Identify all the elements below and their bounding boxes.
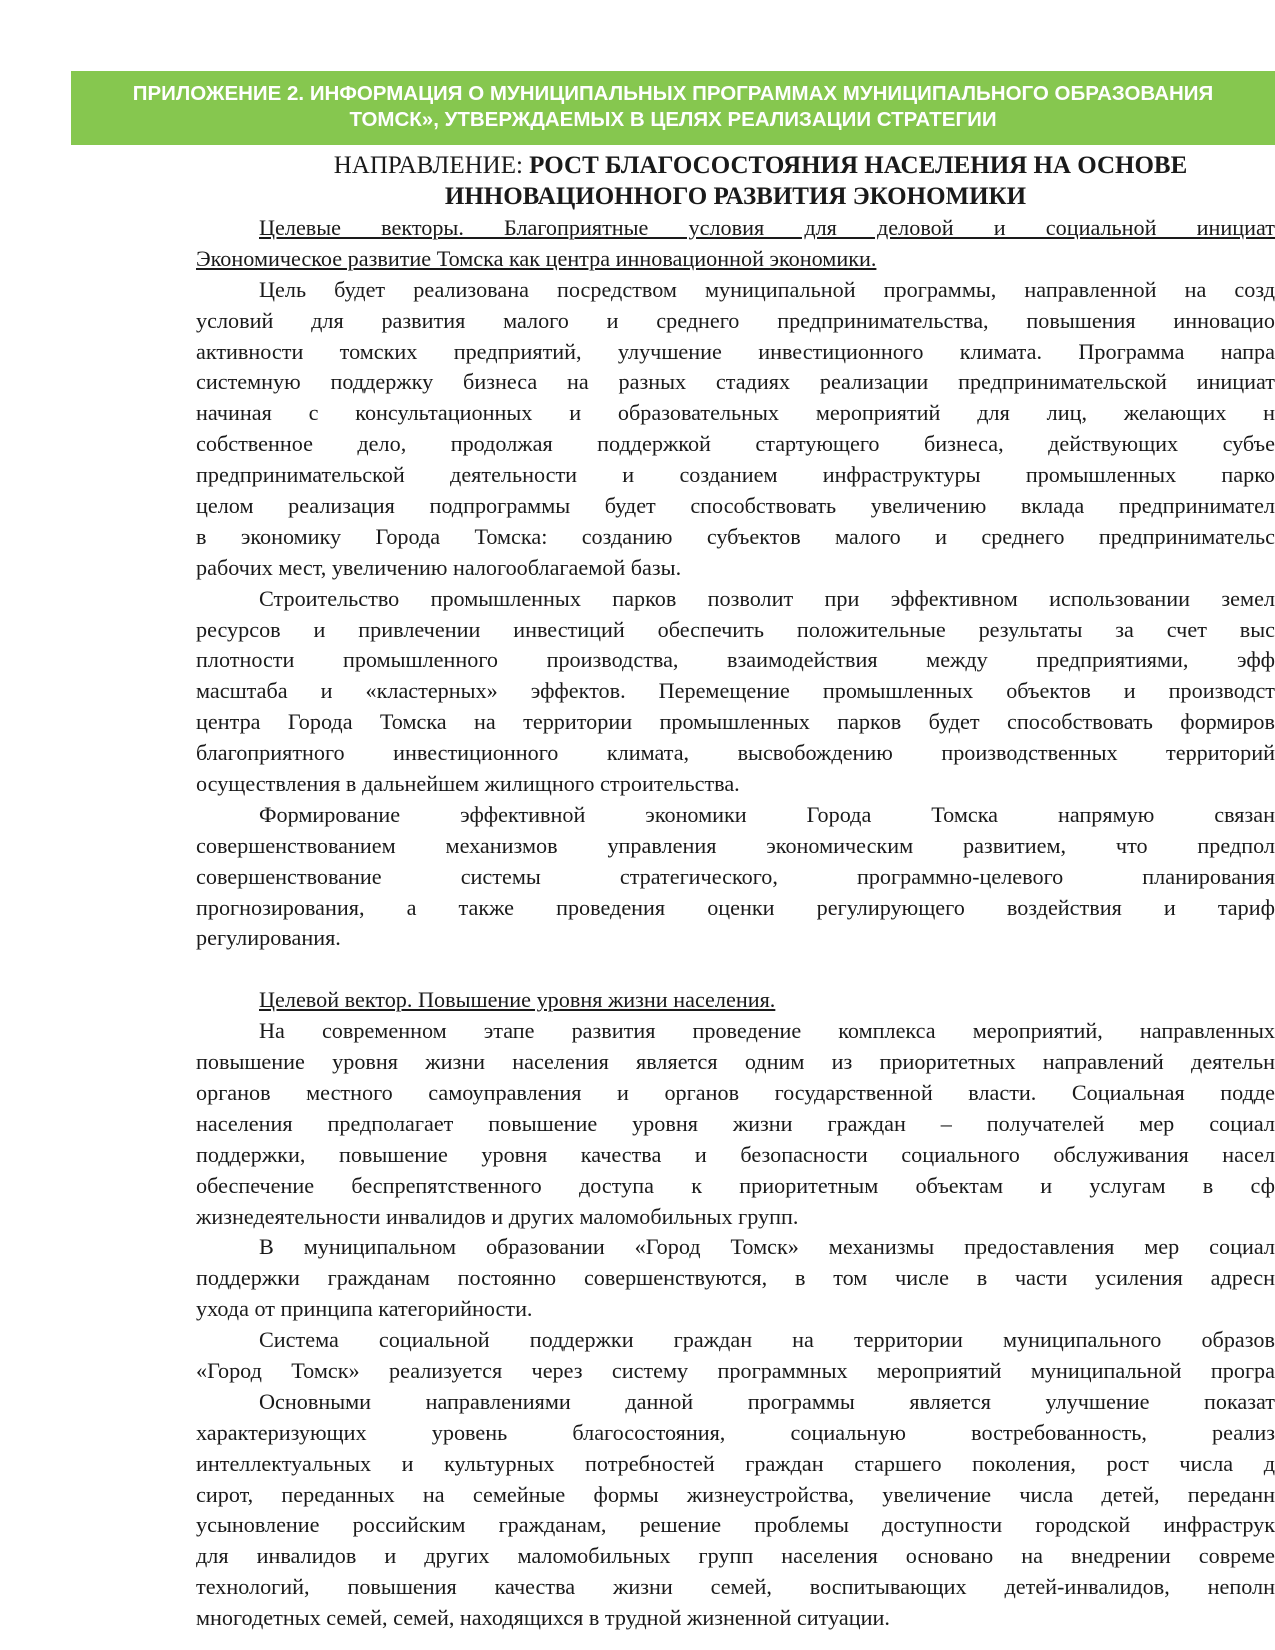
paragraph-line: Система социальной поддержки граждан на территории муниципального образов <box>259 1327 1275 1353</box>
paragraph-line: совершенствование системы стратегического, программно-целевого планирования <box>196 863 1275 889</box>
paragraph-line: интеллектуальных и культурных потребностей граждан старшего поколения, рост числа д <box>196 1450 1275 1476</box>
paragraph-line: органов местного самоуправления и органов государственной власти. Социальная подде <box>196 1079 1275 1105</box>
paragraph-line: предпринимательской деятельности и созданием инфраструктуры промышленных парко <box>196 462 1275 488</box>
paragraph-line: осуществления в дальнейшем жилищного строительства. <box>196 771 740 797</box>
paragraph-line: усыновление российским гражданам, решение проблемы доступности городской инфраструк <box>196 1512 1275 1538</box>
direction-title-part-1: РОСТ БЛАГОСОСТОЯНИЯ НАСЕЛЕНИЯ НА ОСНОВЕ <box>529 152 1188 179</box>
paragraph-line: центра Города Томска на территории промышленных парков будет способствовать формиров <box>196 709 1275 735</box>
banner-line-2: ТОМСК», УТВЕРЖДАЕМЫХ В ЦЕЛЯХ РЕАЛИЗАЦИИ СТРАТЕГИИ <box>349 108 997 131</box>
paragraph-line: технологий, повышения качества жизни семей, воспитывающих детей-инвалидов, неполн <box>196 1574 1275 1600</box>
paragraph-line: ресурсов и привлечении инвестиций обеспечить положительные результаты за счет выс <box>196 616 1275 642</box>
banner-line-1: ПРИЛОЖЕНИЕ 2. ИНФОРМАЦИЯ О МУНИЦИПАЛЬНЫХ ПРОГРАММАХ МУНИЦИПАЛЬНОГО ОБРАЗОВАНИЯ <box>132 82 1214 105</box>
paragraph-line: поддержки, повышение уровня качества и безопасности социального обслуживания насел <box>196 1141 1275 1167</box>
paragraph-line: характеризующих уровень благосостояния, социальную востребованность, реализ <box>196 1419 1275 1445</box>
paragraph-line: многодетных семей, семей, находящихся в трудной жизненной ситуации. <box>196 1605 890 1631</box>
paragraph-line: жизнедеятельности инвалидов и других маломобильных групп. <box>196 1203 799 1229</box>
paragraph-line: На современном этапе развития проведение комплекса мероприятий, направленных <box>259 1018 1275 1044</box>
direction-line-1 <box>196 150 1275 181</box>
paragraph-line: масштаба и «кластерных» эффектов. Перемещение промышленных объектов и производст <box>196 678 1275 704</box>
paragraph-line: обеспечение беспрепятственного доступа к приоритетным объектам и услугам в сф <box>196 1172 1275 1198</box>
paragraph-line: поддержки гражданам постоянно совершенствуются, в том числе в части усиления адресн <box>196 1265 1275 1291</box>
target-vector-1-text: Целевые векторы. Благоприятные условия для деловой и социальной инициат <box>259 215 1275 240</box>
paragraph-line: собственное дело, продолжая поддержкой стартующего бизнеса, действующих субъе <box>196 431 1275 457</box>
paragraph-line: прогнозирования, а также проведения оценки регулирующего воздействия и тариф <box>196 894 1275 920</box>
direction-title-part-2: ИННОВАЦИОННОГО РАЗВИТИЯ ЭКОНОМИКИ <box>444 183 1027 210</box>
paragraph-line: условий для развития малого и среднего предпринимательства, повышения инновацио <box>196 307 1275 333</box>
paragraph-line: Цель будет реализована посредством муниципальной программы, направленной на созд <box>259 276 1275 302</box>
paragraph-line: Основными направлениями данной программы является улучшение показат <box>259 1388 1275 1414</box>
paragraph-line: «Город Томск» реализуется через систему программных мероприятий муниципальной програ <box>196 1357 1275 1383</box>
paragraph-line: населения предполагает повышение уровня жизни граждан – получателей мер социал <box>196 1110 1275 1136</box>
target-vector-2-text: Целевой вектор. Повышение уровня жизни населения. <box>259 987 776 1013</box>
direction-label: НАПРАВЛЕНИЕ: <box>333 152 530 179</box>
paragraph-line: Строительство промышленных парков позволит при эффективном использовании земел <box>259 585 1275 611</box>
direction-heading <box>196 150 1275 212</box>
appendix-banner <box>71 71 1275 145</box>
paragraph-line: благоприятного инвестиционного климата, высвобождению производственных территорий <box>196 740 1275 766</box>
paragraph-line: В муниципальном образовании «Город Томск» механизмы предоставления мер социал <box>259 1234 1275 1260</box>
paragraph-line: сирот, переданных на семейные формы жизнеустройства, увеличение числа детей, переданн <box>196 1481 1275 1507</box>
paragraph-line: начиная с консультационных и образовательных мероприятий для лиц, желающих н <box>196 400 1275 426</box>
document-body <box>196 213 1275 1650</box>
paragraph-line: рабочих мест, увеличению налогооблагаемой базы. <box>196 554 682 580</box>
target-vector-2-line <box>196 985 1275 1016</box>
paragraph-line: в экономику Города Томска: созданию субъектов малого и среднего предпринимательс <box>196 523 1275 549</box>
paragraph-line: регулирования. <box>196 925 341 951</box>
paragraph-line: системную поддержку бизнеса на разных стадиях реализации предпринимательской инициат <box>196 369 1275 395</box>
paragraph-line: целом реализация подпрограммы будет способствовать увеличению вклада предпринимател <box>196 493 1275 519</box>
paragraph-gap <box>196 954 1275 985</box>
paragraph-line: ухода от принципа категорийности. <box>196 1296 533 1322</box>
target-vector-1-line <box>196 213 1275 244</box>
target-vector-1-text: Экономическое развитие Томска как центра инновационной экономики. <box>196 245 877 271</box>
paragraph-line: активности томских предприятий, улучшение инвестиционного климата. Программа напра <box>196 338 1275 364</box>
paragraph-line: повышение уровня жизни населения является одним из приоритетных направлений деятельн <box>196 1049 1275 1075</box>
paragraph-line: плотности промышленного производства, взаимодействия между предприятиями, эфф <box>196 647 1275 673</box>
target-vector-1-line <box>196 244 1275 275</box>
paragraph-line: Формирование эффективной экономики Города Томска напрямую связан <box>259 801 1275 827</box>
paragraph-line: совершенствованием механизмов управления экономическим развитием, что предпол <box>196 832 1275 858</box>
paragraph-line: для инвалидов и других маломобильных групп населения основано на внедрении совреме <box>196 1543 1275 1569</box>
